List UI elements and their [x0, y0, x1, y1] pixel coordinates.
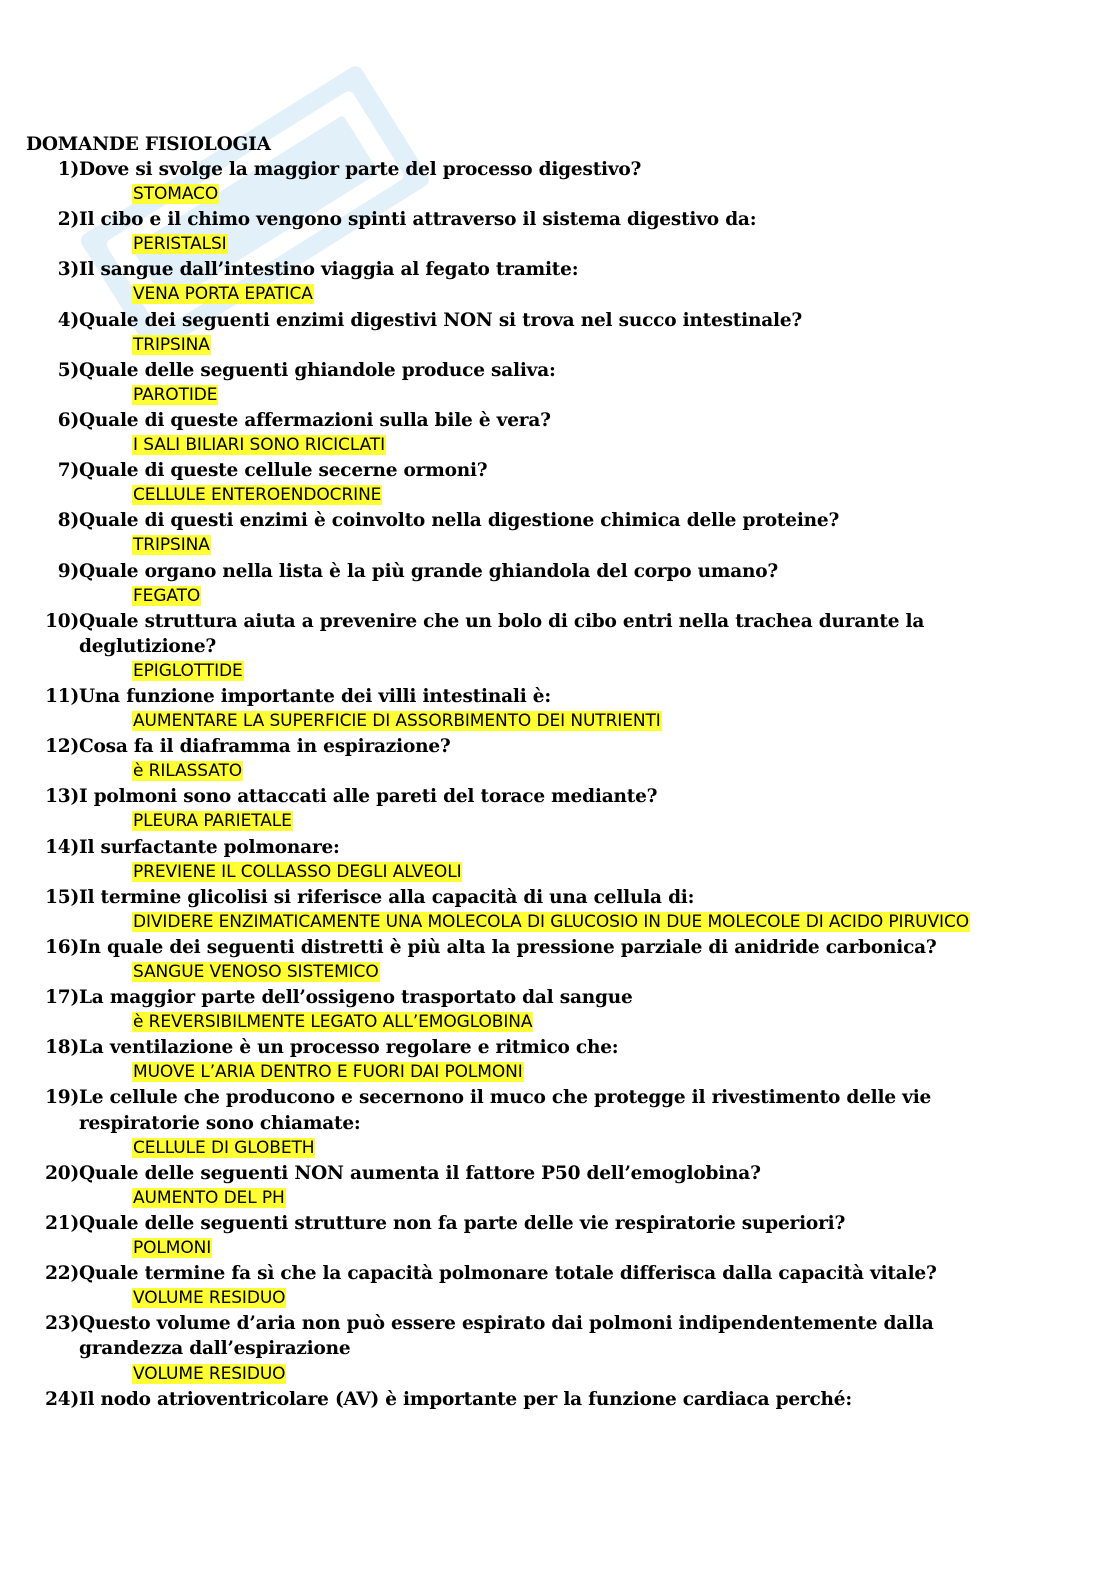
answer	[132, 860, 1037, 885]
question-row	[26, 1387, 1086, 1412]
answer	[132, 232, 1037, 257]
answer-highlight: CELLULE ENTEROENDOCRINE	[133, 485, 382, 506]
question-row	[26, 1211, 1086, 1236]
question-number: 4)	[57, 309, 79, 331]
question-item	[26, 935, 1086, 985]
question-text: Il surfactante polmonare:	[79, 836, 340, 858]
question-item	[26, 257, 1086, 307]
question-row	[26, 784, 1086, 809]
question-text: Il nodo atrioventricolare (AV) è importante per la funzione cardiaca perché:	[79, 1388, 852, 1410]
question-row	[26, 257, 1086, 282]
answer-highlight: TRIPSINA	[133, 334, 210, 355]
question-row	[26, 734, 1086, 759]
answer	[132, 1060, 1037, 1085]
question-item	[26, 308, 1086, 358]
question-text: Quale organo nella lista è la più grande ghiandola del corpo umano?	[79, 560, 779, 582]
answer-highlight: AUMENTARE LA SUPERFICIE DI ASSORBIMENTO DEI NUTRIENTI	[133, 711, 661, 732]
answer-highlight: FEGATO	[133, 585, 201, 606]
question-number: 11)	[45, 685, 79, 707]
answer	[132, 1236, 1037, 1261]
question-text: Quale di questi enzimi è coinvolto nella digestione chimica delle proteine?	[79, 510, 840, 532]
question-number: 17)	[45, 987, 79, 1009]
question-row	[26, 935, 1086, 960]
question-number: 20)	[45, 1162, 79, 1184]
question-item	[26, 1261, 1086, 1311]
question-item	[26, 1311, 1086, 1386]
question-item	[26, 508, 1086, 558]
question-number: 13)	[45, 786, 79, 808]
answer	[132, 960, 1037, 985]
answer	[132, 584, 1037, 609]
question-number: 5)	[57, 359, 79, 381]
answer-highlight: MUOVE L’ARIA DENTRO E FUORI DAI POLMONI	[133, 1062, 523, 1083]
answer	[132, 383, 1037, 408]
question-text: Il cibo e il chimo vengono spinti attraverso il sistema digestivo da:	[79, 209, 757, 231]
question-number: 7)	[57, 460, 79, 482]
question-row	[26, 1261, 1086, 1286]
question-number: 6)	[57, 409, 79, 431]
question-row	[26, 609, 1086, 659]
question-row	[26, 308, 1086, 333]
question-row	[26, 207, 1086, 232]
question-number: 21)	[45, 1212, 79, 1234]
question-item	[26, 559, 1086, 609]
answer-highlight: VENA PORTA EPATICA	[133, 284, 313, 305]
answer-highlight: I SALI BILIARI SONO RICICLATI	[133, 435, 385, 456]
question-row	[26, 408, 1086, 433]
question-item	[26, 985, 1086, 1035]
question-text: Quale struttura aiuta a prevenire che un bolo di cibo entri nella trachea durante la deglutizione?	[79, 610, 925, 657]
question-item	[26, 885, 1086, 935]
question-item	[26, 684, 1086, 734]
answer	[132, 659, 1037, 684]
answer-highlight: DIVIDERE ENZIMATICAMENTE UNA MOLECOLA DI GLUCOSIO IN DUE MOLECOLE DI ACIDO PIRUVICO	[133, 911, 970, 932]
answer-highlight: PLEURA PARIETALE	[133, 811, 292, 832]
answer-highlight: STOMACO	[133, 184, 219, 205]
answer-highlight: PREVIENE IL COLLASSO DEGLI ALVEOLI	[133, 861, 462, 882]
question-item	[26, 784, 1086, 834]
answer	[132, 759, 1037, 784]
question-number: 16)	[45, 936, 79, 958]
answer-highlight: CELLULE DI GLOBETH	[133, 1137, 315, 1158]
answer	[132, 1136, 1037, 1161]
question-number: 3)	[57, 259, 79, 281]
answer-highlight: POLMONI	[133, 1238, 212, 1259]
question-row	[26, 885, 1086, 910]
question-number: 15)	[45, 886, 79, 908]
question-item	[26, 408, 1086, 458]
question-row	[26, 1085, 1086, 1135]
question-item	[26, 1085, 1086, 1160]
question-list	[26, 157, 1086, 1412]
question-number: 23)	[45, 1313, 79, 1335]
question-text: Dove si svolge la maggior parte del processo digestivo?	[79, 159, 642, 180]
question-text: Quale termine fa sì che la capacità polmonare totale differisca dalla capacità vitale?	[79, 1263, 937, 1285]
question-text: Quale dei seguenti enzimi digestivi NON si trova nel succo intestinale?	[79, 309, 803, 331]
question-number: 24)	[45, 1388, 79, 1410]
answer	[132, 1286, 1037, 1311]
question-text: La maggior parte dell’ossigeno trasportato dal sangue	[79, 987, 633, 1009]
question-item	[26, 1035, 1086, 1085]
question-number: 14)	[45, 836, 79, 858]
question-number: 12)	[45, 736, 79, 758]
answer	[132, 182, 1037, 207]
question-item	[26, 734, 1086, 784]
answer	[132, 333, 1037, 358]
document-title: DOMANDE FISIOLOGIA	[26, 134, 271, 155]
question-item	[26, 358, 1086, 408]
question-row	[26, 157, 1086, 182]
question-row	[26, 358, 1086, 383]
question-text: Cosa fa il diaframma in espirazione?	[79, 736, 451, 758]
answer	[132, 533, 1037, 558]
question-number: 8)	[57, 510, 79, 532]
question-text: I polmoni sono attaccati alle pareti del torace mediante?	[79, 786, 658, 808]
question-text: Quale di queste affermazioni sulla bile è vera?	[79, 409, 551, 431]
answer-highlight: PAROTIDE	[133, 384, 218, 405]
question-number: 2)	[57, 209, 79, 231]
answer	[132, 709, 1037, 734]
question-row	[26, 684, 1086, 709]
answer-highlight: SANGUE VENOSO SISTEMICO	[133, 962, 379, 982]
question-number: 18)	[45, 1037, 79, 1059]
question-number: 1)	[57, 159, 79, 180]
question-row	[26, 835, 1086, 860]
answer	[132, 282, 1037, 307]
question-text: Quale delle seguenti ghiandole produce saliva:	[79, 359, 556, 381]
question-item	[26, 1387, 1086, 1412]
question-item	[26, 1161, 1086, 1211]
question-number: 22)	[45, 1263, 79, 1285]
answer	[132, 483, 1037, 508]
question-row	[26, 985, 1086, 1010]
answer	[132, 809, 1037, 834]
question-item	[26, 458, 1086, 508]
question-number: 9)	[57, 560, 79, 582]
question-row	[26, 508, 1086, 533]
answer-highlight: VOLUME RESIDUO	[133, 1288, 286, 1309]
question-row	[26, 458, 1086, 483]
answer	[132, 1010, 1037, 1035]
question-item	[26, 1211, 1086, 1261]
answer-highlight: è REVERSIBILMENTE LEGATO ALL’EMOGLOBINA	[133, 1012, 533, 1033]
answer-highlight: è RILASSATO	[133, 761, 243, 782]
question-text: La ventilazione è un processo regolare e ritmico che:	[79, 1037, 619, 1059]
question-row	[26, 559, 1086, 584]
answer-highlight: VOLUME RESIDUO	[133, 1363, 286, 1384]
answer-highlight: TRIPSINA	[133, 535, 210, 556]
question-item	[26, 835, 1086, 885]
question-text: Questo volume d’aria non può essere espirato dai polmoni indipendentemente dalla grandezza dall’espirazione	[79, 1313, 934, 1360]
question-text: Quale delle seguenti strutture non fa parte delle vie respiratorie superiori?	[79, 1212, 846, 1234]
question-item	[26, 157, 1086, 207]
question-text: Le cellule che producono e secernono il muco che protegge il rivestimento delle vie respiratorie sono chiamate:	[79, 1087, 932, 1134]
question-number: 19)	[45, 1087, 79, 1109]
question-text: Quale delle seguenti NON aumenta il fattore P50 dell’emoglobina?	[79, 1162, 761, 1184]
document-page	[26, 132, 1086, 1412]
answer-highlight: AUMENTO DEL PH	[133, 1187, 285, 1208]
answer	[132, 1362, 1037, 1387]
question-item	[26, 609, 1086, 684]
question-item	[26, 207, 1086, 257]
question-row	[26, 1161, 1086, 1186]
answer-highlight: PERISTALSI	[133, 234, 227, 255]
answer	[132, 1186, 1037, 1211]
question-text: Quale di queste cellule secerne ormoni?	[79, 460, 488, 482]
question-number: 10)	[45, 610, 79, 632]
question-text: In quale dei seguenti distretti è più alta la pressione parziale di anidride carbonica?	[79, 936, 937, 958]
question-row	[26, 1035, 1086, 1060]
question-text: Una funzione importante dei villi intestinali è:	[79, 685, 551, 707]
answer	[132, 910, 1037, 935]
answer	[132, 433, 1037, 458]
question-text: Il termine glicolisi si riferisce alla capacità di una cellula di:	[79, 886, 695, 908]
question-row	[26, 1311, 1086, 1361]
answer-highlight: EPIGLOTTIDE	[133, 660, 243, 681]
question-text: Il sangue dall’intestino viaggia al fegato tramite:	[79, 259, 579, 281]
